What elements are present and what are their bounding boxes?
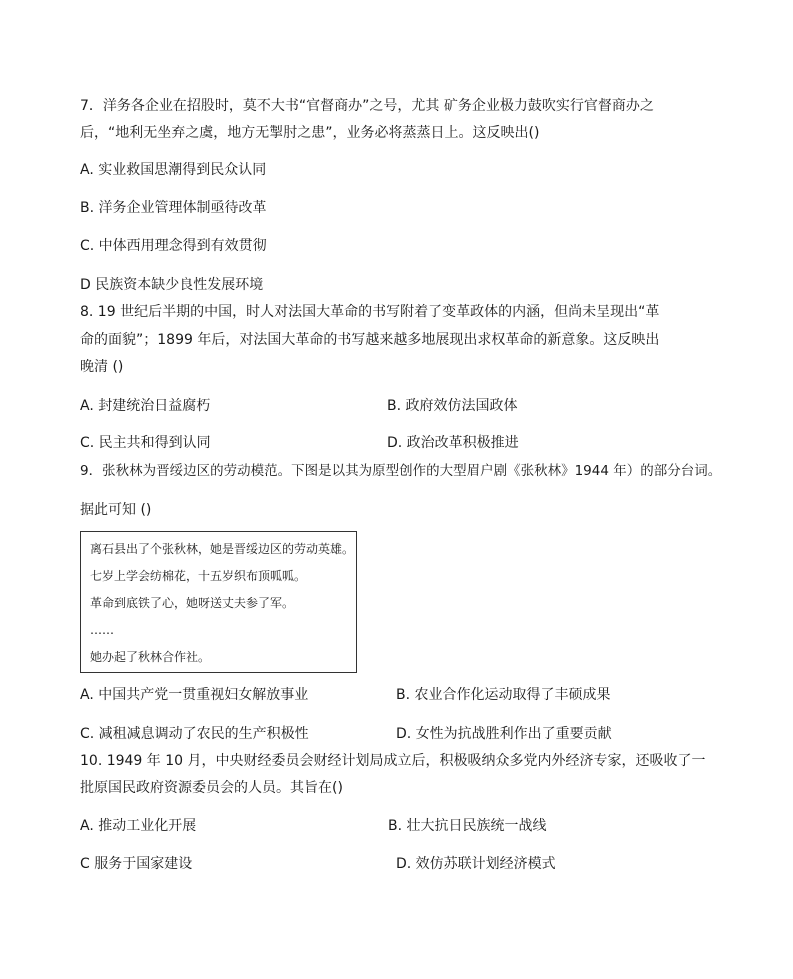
- q8-stem-line3: 晚清 (): [80, 359, 124, 375]
- q8-stem-line1: 8. 19 世纪后半期的中国，时人对法国大革命的书写附着了变革政体的内涵，但尚未呈现出“革: [80, 304, 660, 320]
- lyrics-ellipsis: ……: [90, 623, 114, 637]
- q7-option-d: D 民族资本缺少良性发展环境: [80, 277, 264, 293]
- q10-option-c: C 服务于国家建设: [80, 856, 193, 872]
- q10-option-a: A. 推动工业化开展: [80, 818, 197, 834]
- q9-option-b: B. 农业合作化运动取得了丰硕成果: [396, 687, 611, 703]
- q8-option-b: B. 政府效仿法国政体: [387, 398, 518, 414]
- lyrics-line2: 七岁上学会纺棉花，十五岁织布顶呱呱。: [90, 569, 307, 583]
- q10-stem-line1: 10. 1949 年 10 月，中央财经委员会财经计划局成立后，积极吸纳众多党内外经济专家，还吸收了一: [80, 753, 706, 769]
- q8-option-d: D. 政治改革积极推进: [387, 435, 519, 451]
- q8-option-c: C. 民主共和得到认同: [80, 435, 211, 451]
- q7-stem-line2: 后，“地利无坐弃之虞，地方无掣肘之患”，业务必将蒸蒸日上。这反映出(): [80, 125, 540, 141]
- q9-option-a: A. 中国共产党一贯重视妇女解放事业: [80, 687, 309, 703]
- q10-option-d: D. 效仿苏联计划经济模式: [396, 856, 556, 872]
- lyrics-line3: 革命到底铁了心，她呀送丈夫参了军。: [90, 596, 295, 610]
- q8-option-a: A. 封建统治日益腐朽: [80, 398, 211, 414]
- lyrics-line1: 离石县出了个张秋林，她是晋绥边区的劳动英雄。: [90, 542, 355, 556]
- q10-option-b: B. 壮大抗日民族统一战线: [388, 818, 547, 834]
- lyrics-box: [80, 531, 357, 673]
- q9-stem-line2: 据此可知 (): [80, 502, 152, 518]
- q9-option-d: D. 女性为抗战胜利作出了重要贡献: [396, 726, 612, 742]
- q8-stem-line2: 命的面貌”；1899 年后，对法国大革命的书写越来越多地展现出求权革命的新意象。这反映出: [80, 332, 660, 348]
- q10-stem-line2: 批原国民政府资源委员会的人员。其旨在(): [80, 780, 343, 796]
- q9-stem-line1: 9．张秋林为晋绥边区的劳动模范。下图是以其为原型创作的大型眉户剧《张秋林》1944 年）的部分台词。: [80, 463, 722, 479]
- q7-option-b: B. 洋务企业管理体制亟待改革: [80, 200, 267, 216]
- q7-option-a: A. 实业救国思潮得到民众认同: [80, 162, 267, 178]
- lyrics-line5: 她办起了秋林合作社。: [90, 650, 211, 664]
- q9-option-c: C. 减租减息调动了农民的生产积极性: [80, 726, 309, 742]
- q7-option-c: C. 中体西用理念得到有效贯彻: [80, 238, 267, 254]
- q7-stem-line1: 7．洋务各企业在招股时，莫不大书“官督商办”之号，尤其 矿务企业极力鼓吹实行官督商办之: [80, 98, 654, 114]
